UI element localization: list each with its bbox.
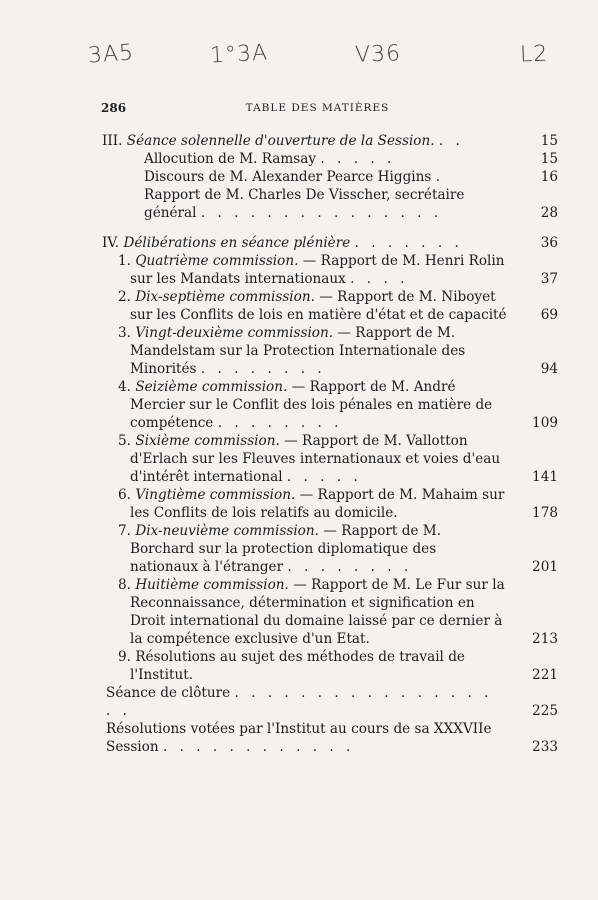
- item-number: 4.: [118, 379, 131, 395]
- toc-item-text: Résolutions votées par l'Institut au cours de sa XXXVIIe Session: [106, 721, 492, 755]
- page-ref: 225: [532, 703, 558, 719]
- page-ref: 28: [540, 205, 558, 221]
- toc-item-text: — Rapport de M. Le Fur sur la Reconnaissance, détermination et signification en Droit international du domaine laissé par ce dernier à la compétence exclusive d'un Etat.: [130, 577, 505, 647]
- item-number: 1.: [118, 253, 131, 269]
- page-ref: 221: [532, 667, 558, 683]
- toc-item-text: — Rapport de M. Vallotton d'Erlach sur les Fleuves internationaux et voies d'eau d'intérêt international: [130, 433, 501, 485]
- toc-item-text: — Rapport de M. Mahaim sur les Conflits de lois relatifs au domicile.: [130, 487, 505, 521]
- toc-item: 3. Vingt-deuxième commission. — Rapport de M. Mandelstam sur la Protection Internationale des Minorités . . . . . . . . 94: [118, 325, 558, 377]
- toc-item: 7. Dix-neuvième commission. — Rapport de M. Borchard sur la protection diplomatique des nationaux à l'étranger . . . . . . . . 201: [118, 523, 558, 575]
- commission-name: Sixième commission.: [135, 433, 280, 449]
- page-ref: 109: [532, 415, 558, 431]
- page-ref: 37: [540, 271, 558, 287]
- page-ref: 178: [532, 505, 558, 521]
- item-number: 8.: [118, 577, 131, 593]
- toc-item-text: — Rapport de M. Niboyet sur les Conflits de lois en matière d'état et de capacité: [130, 289, 507, 323]
- toc-item-text: — Rapport de M. André Mercier sur le Conflit des lois pénales en matière de compétence: [130, 379, 493, 431]
- section-title: Délibérations en séance plénière: [123, 235, 351, 251]
- section-number: III.: [102, 133, 123, 149]
- toc-item-text: Discours de M. Alexander Pearce Higgins: [144, 169, 432, 185]
- page-ref: 201: [532, 559, 558, 575]
- toc-item: Allocution de M. Ramsay . . . . . 15: [144, 151, 558, 167]
- toc-item: Discours de M. Alexander Pearce Higgins . 16: [144, 169, 558, 185]
- commission-name: Huitième commission.: [135, 577, 289, 593]
- page-ref: 233: [532, 739, 558, 755]
- item-number: 6.: [118, 487, 131, 503]
- toc-item: [118, 576, 558, 648]
- item-number: 5.: [118, 433, 131, 449]
- page-ref: 16: [540, 169, 558, 185]
- page-ref: 36: [540, 235, 558, 251]
- handwritten-mark: V36: [354, 41, 402, 68]
- commission-name: Seizième commission.: [135, 379, 288, 395]
- item-number: 3.: [118, 325, 131, 341]
- toc-item: 1. Quatrième commission. — Rapport de M. Henri Rolin sur les Mandats internationaux . . . . 37: [118, 253, 558, 287]
- item-number: 7.: [118, 523, 131, 539]
- toc-item: 4. Seizième commission. — Rapport de M. André Mercier sur le Conflit des lois pénales en matière de compétence . . . . . . . . 109: [118, 379, 558, 431]
- commission-name: Dix-neuvième commission.: [135, 523, 319, 539]
- toc-item: Résolutions votées par l'Institut au cours de sa XXXVIIe Session . . . . . . . . . . . . 233: [106, 721, 558, 755]
- page-ref: 141: [532, 469, 558, 485]
- toc-item-text: Rapport de M. Charles De Visscher, secrétaire général: [144, 187, 465, 221]
- toc-item: Rapport de M. Charles De Visscher, secrétaire général . . . . . . . . . . . . . . . 28: [144, 187, 558, 221]
- section-number: IV.: [102, 235, 120, 251]
- item-number: 2.: [118, 289, 131, 305]
- toc-item-text: Séance de clôture: [106, 685, 231, 701]
- page-ref: 94: [540, 361, 558, 377]
- toc-item-text: — Rapport de M. Borchard sur la protection diplomatique des nationaux à l'étranger: [130, 523, 442, 575]
- page-ref: 213: [532, 631, 558, 647]
- section-title: Séance solennelle d'ouverture de la Session.: [126, 133, 435, 149]
- handwritten-mark: L2: [519, 41, 549, 68]
- toc-item: Séance de clôture . . . . . . . . . . . . . . . . . . 225: [106, 685, 558, 719]
- page-ref: 69: [540, 307, 558, 323]
- section-heading: III. Séance solennelle d'ouverture de la Session. . . 15: [102, 133, 558, 149]
- page-title: TABLE DES MATIÈRES: [245, 102, 390, 114]
- toc-item: [118, 648, 558, 684]
- handwritten-mark: 3A5: [87, 40, 135, 69]
- handwritten-mark: 1°3A: [209, 40, 269, 69]
- section-heading: IV. Délibérations en séance plénière . . . . . . . 36: [102, 235, 558, 251]
- toc-item-text: — Rapport de M. Henri Rolin sur les Mandats internationaux: [130, 253, 505, 287]
- page-number: 286: [101, 101, 127, 115]
- commission-name: Vingtième commission.: [135, 487, 296, 503]
- toc-item-text: Résolutions au sujet des méthodes de travail de l'Institut.: [130, 649, 465, 683]
- commission-name: Dix-septième commission.: [135, 289, 315, 305]
- commission-name: Quatrième commission.: [135, 253, 299, 269]
- page-ref: 15: [540, 151, 558, 167]
- toc-item: [118, 486, 558, 522]
- toc-item-text: — Rapport de M. Mandelstam sur la Protection Internationale des Minorités: [130, 325, 466, 377]
- item-number: 9.: [118, 649, 131, 665]
- toc-item-text: Allocution de M. Ramsay: [144, 151, 317, 167]
- page-ref: 15: [540, 133, 558, 149]
- commission-name: Vingt-deuxième commission.: [135, 325, 334, 341]
- table-of-contents: [102, 132, 558, 756]
- toc-item: 5. Sixième commission. — Rapport de M. Vallotton d'Erlach sur les Fleuves internationaux et voies d'eau d'intérêt international . . . . . 141: [118, 433, 558, 485]
- toc-item: [118, 288, 558, 324]
